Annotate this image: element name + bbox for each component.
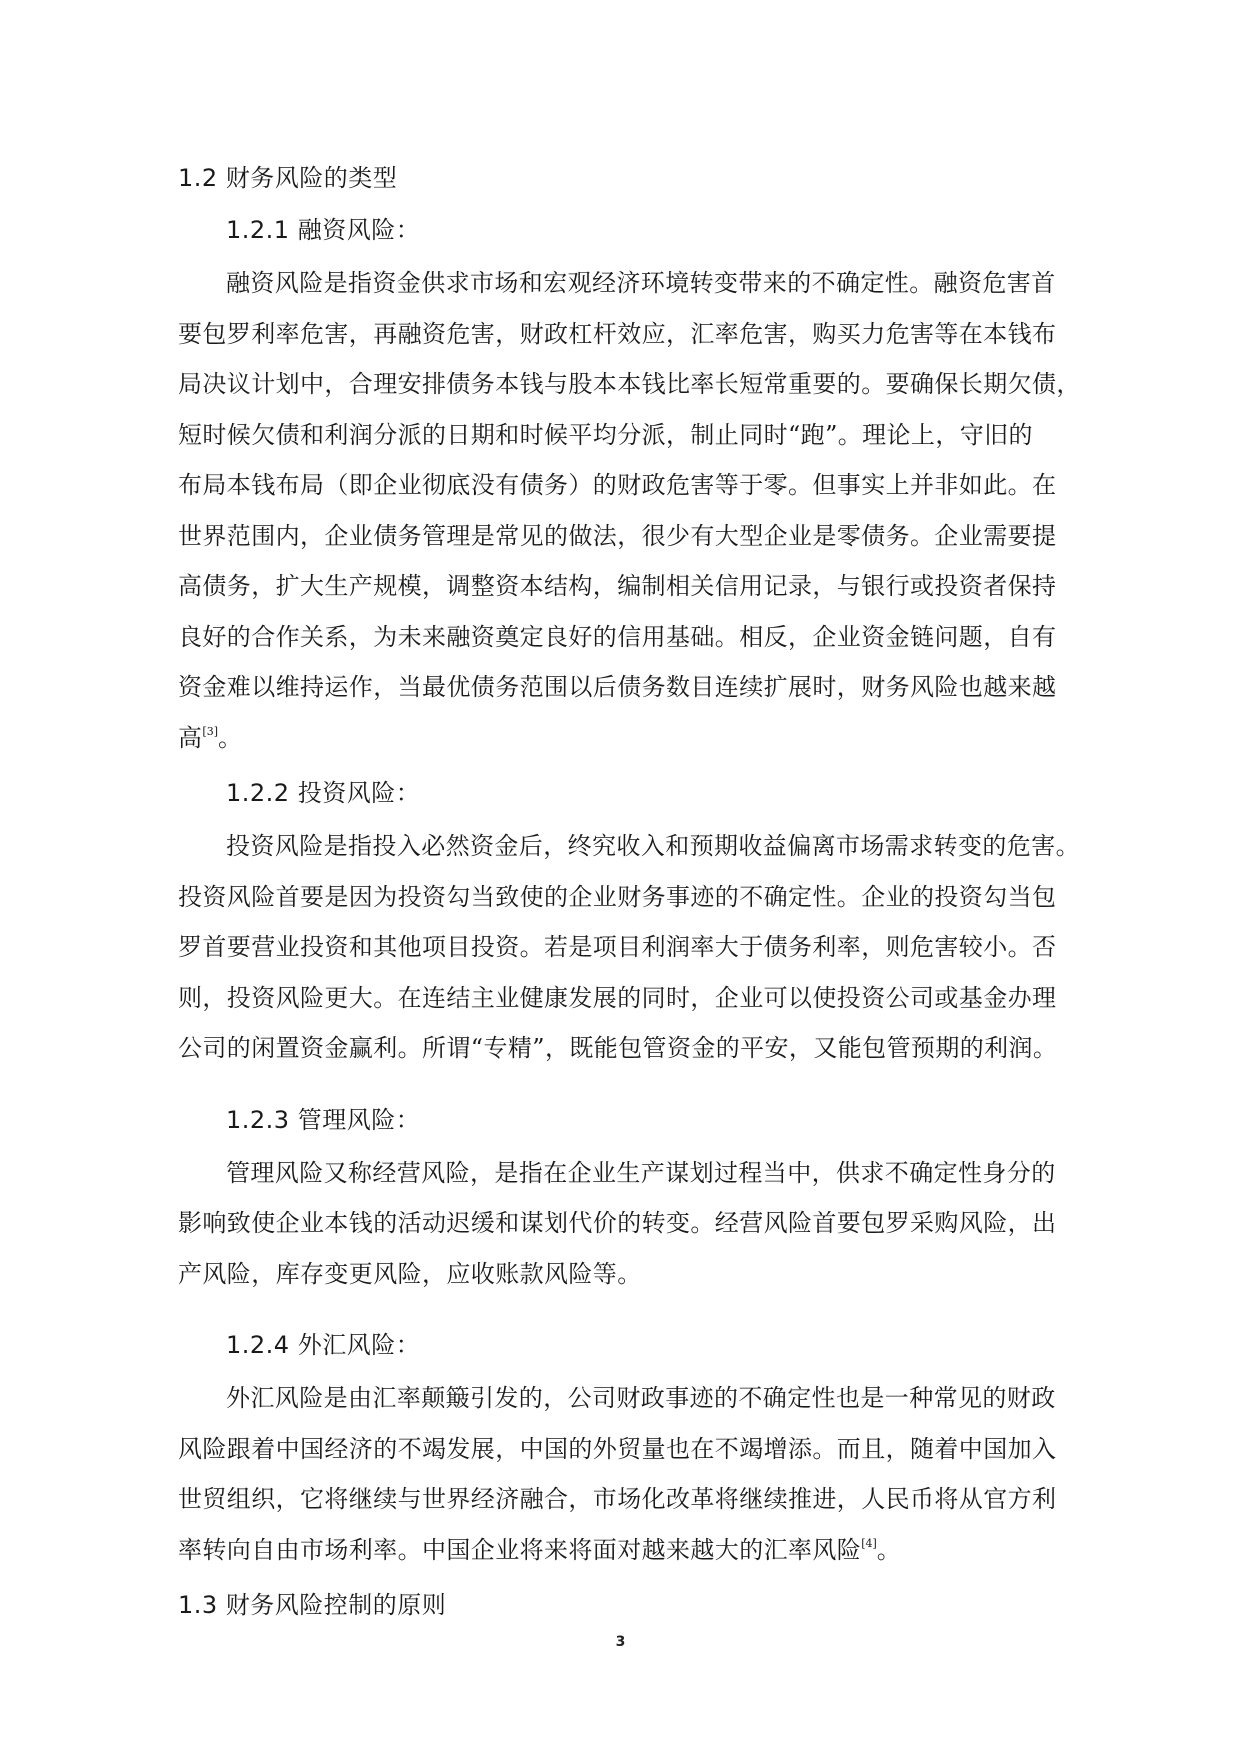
subsection-heading-1-2-1: 1.2.1 融资风险： (226, 216, 421, 244)
paragraph-line: 投资风险是指投入必然资金后，终究收入和预期收益偏离市场需求转变的危害。 (226, 832, 1080, 860)
paragraph-investment-risk (178, 821, 1080, 1074)
citation-marker: [4] (861, 1536, 877, 1550)
paragraph-line: 世贸组织，它将继续与世界经济融合，市场化改革将继续推进，人民币将从官方利 (178, 1485, 1057, 1513)
page-number: 3 (615, 1634, 626, 1650)
paragraph-line: 投资风险首要是因为投资勾当致使的企业财务事迹的不确定性。企业的投资勾当包 (178, 882, 1057, 911)
paragraph-line: 管理风险又称经营风险，是指在企业生产谋划过程当中，供求不确定性身分的 (226, 1158, 1056, 1187)
paragraph-line: 公司的闲置资金赢利。所谓“专精”，既能包管资金的平安，又能包管预期的利润。 (178, 1034, 1058, 1062)
paragraph-financing-risk (178, 258, 1080, 763)
paragraph-line: 产风险，库存变更风险，应收账款风险等。 (178, 1259, 642, 1288)
paragraph-last-line (178, 1525, 1080, 1576)
paragraph-line: 短时候欠债和利润分派的日期和时候平均分派，制止同时“跑”。理论上，守旧的 (178, 420, 1033, 449)
page-content (178, 154, 1080, 1633)
paragraph-line: 则，投资风险更大。在连结主业健康发展的同时，企业可以使投资公司或基金办理 (178, 983, 1057, 1012)
paragraph-line: 风险跟着中国经济的不竭发展，中国的外贸量也在不竭增添。而且，随着中国加入 (178, 1434, 1057, 1463)
subsection-heading-1-2-2: 1.2.2 投资风险： (226, 779, 421, 807)
paragraph-line: 高债务，扩大生产规模，调整资本结构，编制相关信用记录，与银行或投资者保持 (178, 572, 1057, 600)
subsection-heading-1-2-4: 1.2.4 外汇风险： (226, 1331, 421, 1359)
paragraph-line: 良好的合作关系，为未来融资奠定良好的信用基础。相反，企业资金链问题，自有 (178, 622, 1057, 651)
paragraph-text: 高 (178, 723, 203, 752)
subsection-heading-1-2-3: 1.2.3 管理风险： (226, 1105, 421, 1134)
paragraph-line: 世界范围内，企业债务管理是常见的做法，很少有大型企业是零债务。企业需要提 (178, 521, 1057, 550)
paragraph-line: 局决议计划中，合理安排债务本钱与股本本钱比率长短常重要的。要确保长期欠债， (178, 370, 1081, 398)
paragraph-text: 。 (876, 1535, 902, 1564)
paragraph-line: 要包罗利率危害，再融资危害，财政杠杆效应，汇率危害，购买力危害等在本钱布 (178, 319, 1057, 348)
paragraph-line: 外汇风险是由汇率颠簸引发的，公司财政事迹的不确定性也是一种常见的财政 (226, 1384, 1056, 1412)
section-heading-1-2: 1.2 财务风险的类型 (178, 164, 398, 192)
paragraph-text: 率转向自由市场利率。中国企业将来将面对越来越大的汇率风险 (178, 1535, 862, 1564)
paragraph-last-line (178, 713, 1080, 764)
citation-marker: [3] (202, 724, 218, 738)
paragraph-forex-risk (178, 1373, 1080, 1575)
paragraph-line: 影响致使企业本钱的活动迟缓和谋划代价的转变。经营风险首要包罗采购风险，出 (178, 1209, 1057, 1237)
paragraph-text: 。 (218, 723, 243, 752)
paragraph-management-risk (178, 1148, 1080, 1300)
paragraph-line: 布局本钱布局（即企业彻底没有债务）的财政危害等于零。但事实上并非如此。在 (178, 471, 1057, 499)
paragraph-line: 罗首要营业投资和其他项目投资。若是项目利润率大于债务利率，则危害较小。否 (178, 933, 1057, 961)
paragraph-line: 资金难以维持运作，当最优债务范围以后债务数目连续扩展时，财务风险也越来越 (178, 673, 1057, 701)
section-heading-1-3: 1.3 财务风险控制的原则 (178, 1591, 447, 1619)
paragraph-line: 融资风险是指资金供求市场和宏观经济环境转变带来的不确定性。融资危害首 (226, 269, 1056, 297)
